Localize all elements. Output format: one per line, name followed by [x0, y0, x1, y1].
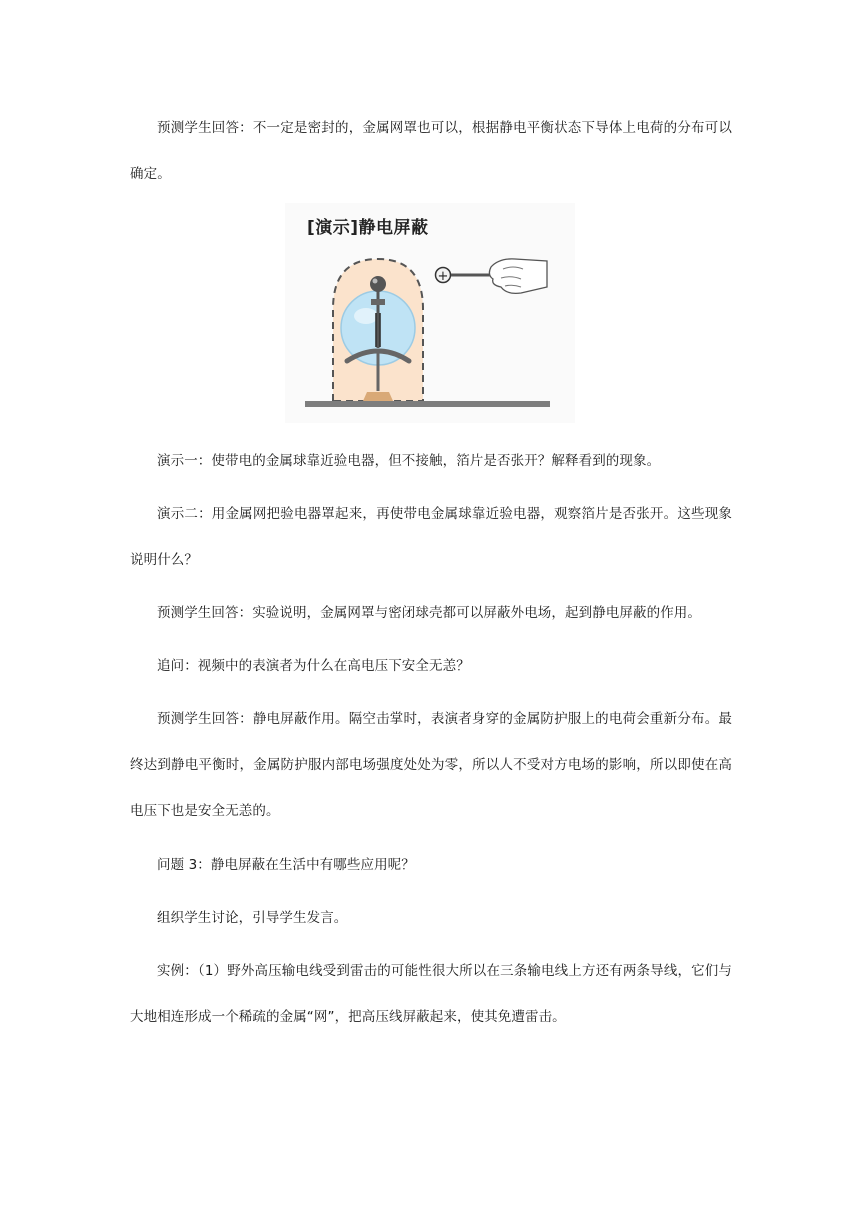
paragraph-follow-up-question: 追问：视频中的表演者为什么在高电压下安全无恙？	[157, 658, 470, 674]
ball-highlight	[373, 279, 378, 284]
paragraph-discussion: 组织学生讨论，引导学生发言。	[157, 910, 348, 926]
plus-charge-icon: +	[437, 269, 449, 284]
electrostatic-shielding-figure	[285, 203, 575, 423]
paragraph-example: 实例：（1）野外高压输电线受到雷击的可能性很大所以在三条输电线上方还有两条导线，它们与大地相连形成一个稀疏的金属“网”，把高压线屏蔽起来，使其免遭雷击。	[130, 963, 732, 1025]
paragraph-predicted-answer-2: 预测学生回答：实验说明，金属网罩与密闭球壳都可以屏蔽外电场，起到静电屏蔽的作用。	[157, 605, 701, 621]
table-surface	[305, 401, 550, 407]
stand-base	[363, 392, 393, 401]
rod-insulator	[371, 299, 385, 305]
glass-highlight	[354, 308, 378, 324]
paragraph-question-3: 问题 3：静电屏蔽在生活中有哪些应用呢？	[157, 857, 415, 873]
paragraph-demo-2: 演示二：用金属网把验电器罩起来，再使带电金属球靠近验电器，观察箔片是否张开。这些现象说明什么？	[130, 506, 732, 568]
paragraph-predicted-answer-1: 预测学生回答：不一定是密封的，金属网罩也可以，根据静电平衡状态下导体上电荷的分布可以确定。	[130, 120, 732, 182]
paragraph-demo-1: 演示一：使带电的金属球靠近验电器，但不接触，箔片是否张开？解释看到的现象。	[157, 453, 661, 469]
paragraph-predicted-answer-3: 预测学生回答：静电屏蔽作用。隔空击掌时，表演者身穿的金属防护服上的电荷会重新分布。最终达到静电平衡时，金属防护服内部电场强度处处为零，所以人不受对方电场的影响，所以即使在高电压下也是安全无恙的。	[130, 711, 732, 819]
electroscope-ball	[370, 276, 386, 292]
figure-title: [演示]静电屏蔽	[307, 218, 429, 238]
